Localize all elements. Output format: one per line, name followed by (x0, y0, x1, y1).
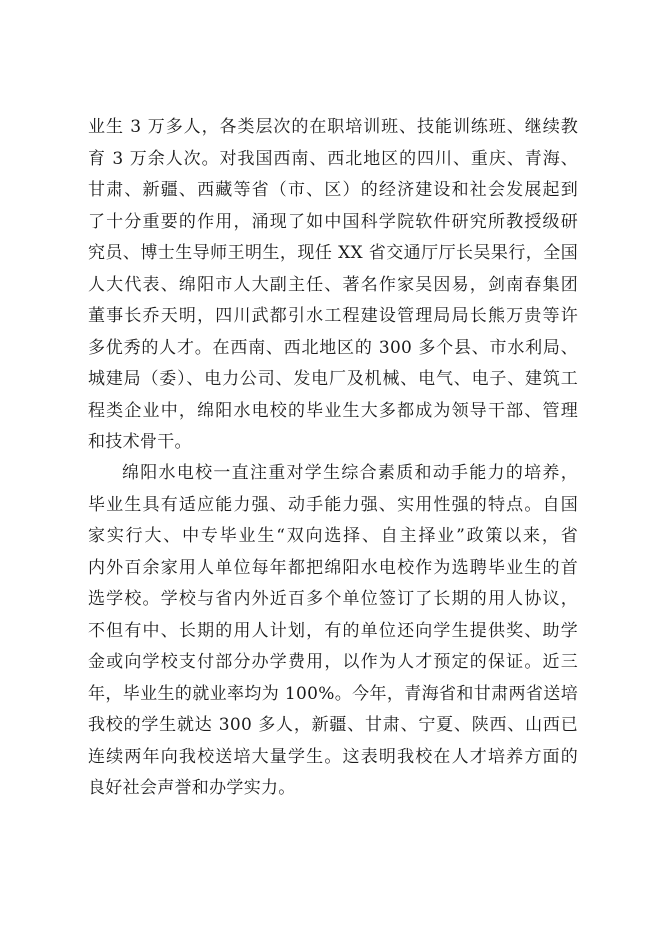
text-line: 我校的学生就达 300 多人，新疆、甘肃、宁夏、陕西、山西已 (88, 715, 578, 735)
text-line: 毕业生具有适应能力强、动手能力强、实用性强的特点。自国 (88, 494, 578, 515)
text-line: 了十分重要的作用，涌现了如中国科学院软件研究所教授级研 (88, 211, 578, 232)
text-line: 育 3 万余人次。对我国西南、西北地区的四川、重庆、青海、 (88, 148, 578, 169)
paragraph-graduate-achievements (88, 112, 578, 459)
text-line: 人大代表、绵阳市人大副主任、著名作家吴因易，剑南春集团 (88, 274, 578, 295)
text-line: 年，毕业生的就业率均为 100%。今年，青海省和甘肃两省送培 (88, 683, 578, 704)
text-line: 良好社会声誉和办学实力。 (88, 778, 296, 798)
text-line: 多优秀的人才。在西南、西北地区的 300 多个县、市水利局、 (88, 337, 578, 358)
text-line: 甘肃、新疆、西藏等省（市、区）的经济建设和社会发展起到 (88, 180, 578, 200)
text-line: 连续两年向我校送培大量学生。这表明我校在人才培养方面的 (88, 746, 578, 767)
text-line: 究员、博士生导师王明生，现任 XX 省交通厅厅长吴果行，全国 (88, 243, 578, 263)
text-line: 和技术骨干。 (88, 432, 192, 452)
text-line: 程类企业中，绵阳水电校的毕业生大多都成为领导干部、管理 (88, 400, 578, 421)
text-line: 家实行大、中专毕业生“双向选择、自主择业”政策以来，省 (88, 526, 578, 546)
text-line: 金或向学校支付部分办学费用，以作为人才预定的保证。近三 (88, 652, 578, 672)
paragraph-employment-quality (88, 458, 578, 805)
text-line: 业生 3 万多人，各类层次的在职培训班、技能训练班、继续教 (88, 117, 578, 137)
text-line: 绵阳水电校一直注重对学生综合素质和动手能力的培养， (122, 463, 578, 483)
text-line: 不但有中、长期的用人计划，有的单位还向学生提供奖、助学 (88, 620, 578, 641)
text-line: 城建局（委）、电力公司、发电厂及机械、电气、电子、建筑工 (88, 369, 578, 389)
text-line: 选学校。学校与省内外近百多个单位签订了长期的用人协议， (88, 589, 578, 609)
text-line: 董事长乔天明，四川武都引水工程建设管理局局长熊万贵等许 (88, 306, 578, 326)
text-line: 内外百余家用人单位每年都把绵阳水电校作为选聘毕业生的首 (88, 557, 578, 578)
